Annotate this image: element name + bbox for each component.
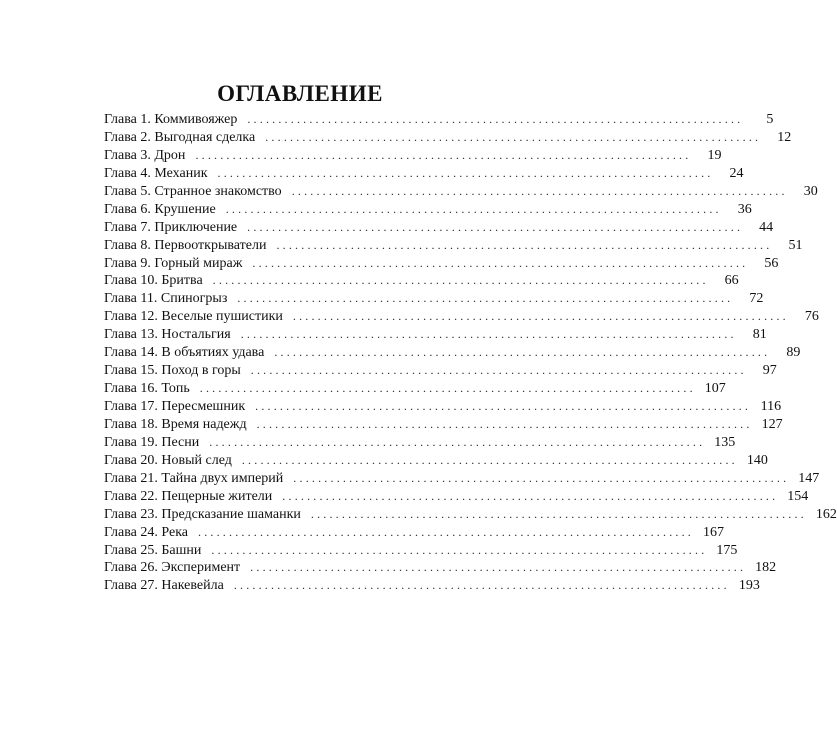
toc-dot-leader: ................................................................................ [211, 542, 708, 557]
page-title: ОГЛАВЛЕНИЕ [217, 81, 383, 107]
toc-chapter-title: Глава 19. Песни [104, 434, 200, 450]
toc-entry [104, 559, 777, 577]
toc-dot-leader: ................................................................................ [198, 524, 694, 539]
toc-page-number: 36 [737, 201, 752, 217]
toc-dot-leader: ................................................................................ [233, 578, 730, 593]
toc-page-number: 56 [764, 255, 779, 271]
toc-chapter-title: Глава 1. Коммивояжер [104, 112, 238, 127]
toc-dot-leader: ................................................................................ [217, 165, 714, 180]
toc-dot-leader: ................................................................................ [237, 291, 734, 306]
toc-chapter-title: Глава 4. Механик [104, 165, 208, 181]
toc-entry [104, 470, 820, 488]
toc-dot-leader: ................................................................................ [212, 273, 709, 288]
toc-dot-leader: ................................................................................ [282, 488, 779, 503]
toc-chapter-title: Глава 15. Поход в горы [104, 363, 241, 379]
toc-page-number: 162 [815, 506, 837, 522]
toc-entry [104, 398, 782, 416]
toc-entry [104, 326, 767, 344]
toc-entry [104, 416, 783, 434]
toc-page-number: 175 [716, 542, 738, 558]
toc-chapter-title: Глава 24. Река [104, 524, 188, 540]
toc-page-number: 167 [703, 524, 724, 540]
toc-entry [104, 111, 774, 129]
toc-page-number: 97 [762, 363, 777, 379]
toc-dot-leader: ................................................................................ [240, 327, 737, 342]
toc-chapter-title: Глава 27. Накевейла [104, 578, 224, 594]
toc-page-number: 30 [803, 183, 818, 199]
toc-entry [104, 506, 837, 524]
toc-chapter-title: Глава 17. Пересмешник [104, 399, 246, 414]
toc-dot-leader: ................................................................................ [252, 255, 749, 270]
toc-dot-leader: ................................................................................ [209, 434, 706, 449]
toc-entry [104, 129, 792, 147]
toc-dot-leader: ................................................................................ [247, 219, 744, 234]
toc-dot-leader: ................................................................................ [291, 183, 788, 198]
toc-page-number: 182 [755, 560, 777, 576]
toc-entry [104, 165, 744, 183]
toc-entry [104, 308, 819, 326]
toc-dot-leader: ................................................................................ [225, 201, 722, 216]
toc-entry [104, 542, 738, 560]
toc-page-number: 193 [738, 578, 760, 594]
toc-page-number: 89 [786, 345, 801, 361]
toc-chapter-title: Глава 25. Башни [104, 542, 202, 558]
toc-page-number: 51 [788, 237, 803, 253]
toc-dot-leader: ................................................................................ [293, 470, 790, 485]
toc-chapter-title: Глава 3. Дрон [104, 147, 186, 163]
toc-dot-leader: ................................................................................ [247, 112, 744, 126]
toc-entry [104, 577, 760, 595]
toc-page-number: 147 [798, 470, 820, 486]
toc-chapter-title: Глава 23. Предсказание шаманки [104, 506, 301, 522]
toc-page-number: 24 [729, 165, 744, 181]
toc-chapter-title: Глава 21. Тайна двух империй [104, 470, 284, 486]
toc-page-number: 12 [777, 129, 792, 145]
toc-page-number: 127 [761, 416, 783, 432]
toc-entry [104, 219, 774, 237]
toc-entry [104, 183, 818, 201]
toc-chapter-title: Глава 26. Эксперимент [104, 560, 241, 576]
toc-chapter-title: Глава 11. Спиногрыз [104, 291, 228, 307]
toc-entry [104, 434, 736, 452]
toc-chapter-title: Глава 7. Приключение [104, 219, 238, 235]
toc-dot-leader: ................................................................................ [274, 345, 771, 360]
toc-page-number: 81 [752, 327, 767, 343]
toc-entry [104, 524, 724, 542]
toc-entry [104, 201, 752, 219]
toc-entry [104, 362, 777, 380]
toc-chapter-title: Глава 16. Топь [104, 381, 190, 397]
toc-chapter-title: Глава 20. Новый след [104, 452, 232, 468]
toc-chapter-title: Глава 14. В объятиях удава [104, 345, 265, 361]
toc-page-number: 107 [704, 381, 726, 397]
toc-page-number: 19 [707, 147, 722, 163]
toc-page-number: 154 [787, 488, 809, 504]
toc-chapter-title: Глава 13. Ностальгия [104, 327, 231, 343]
toc-entry [104, 380, 726, 398]
toc-entry [104, 237, 803, 255]
toc-dot-leader: ................................................................................ [255, 399, 752, 413]
toc-chapter-title: Глава 9. Горный мираж [104, 255, 243, 271]
toc-dot-leader: ................................................................................ [256, 416, 753, 431]
toc-page-number: 135 [714, 434, 736, 450]
toc-dot-leader: ................................................................................ [292, 309, 789, 324]
toc-page-number: 5 [766, 112, 774, 127]
toc-chapter-title: Глава 5. Странное знакомство [104, 183, 282, 199]
toc-page-number: 140 [746, 452, 768, 468]
toc-chapter-title: Глава 22. Пещерные жители [104, 488, 273, 504]
toc-entry [104, 272, 739, 290]
toc-chapter-title: Глава 2. Выгодная сделка [104, 129, 256, 145]
toc-dot-leader: ................................................................................ [250, 363, 747, 378]
toc-entry [104, 452, 768, 470]
toc-dot-leader: ................................................................................ [195, 147, 692, 162]
toc-dot-leader: ................................................................................ [199, 381, 696, 396]
toc-chapter-title: Глава 12. Веселые пушистики [104, 309, 283, 325]
toc-dot-leader: ................................................................................ [250, 560, 747, 575]
toc-page-number: 44 [759, 219, 774, 235]
toc-page-number: 76 [804, 309, 819, 325]
toc-entry [104, 488, 809, 506]
toc-dot-leader: ................................................................................ [310, 506, 807, 521]
toc-chapter-title: Глава 18. Время надежд [104, 416, 247, 432]
toc-chapter-title: Глава 6. Крушение [104, 201, 216, 217]
table-of-contents [104, 111, 837, 595]
toc-page-number: 66 [724, 273, 739, 289]
toc-chapter-title: Глава 8. Первооткрыватели [104, 237, 267, 253]
toc-entry [104, 344, 801, 362]
toc-dot-leader: ................................................................................ [265, 129, 762, 144]
toc-chapter-title: Глава 10. Бритва [104, 273, 203, 289]
toc-entry [104, 255, 779, 273]
toc-dot-leader: ................................................................................ [276, 237, 773, 252]
toc-page-number: 72 [749, 291, 764, 307]
toc-entry [104, 290, 764, 308]
toc-entry [104, 147, 722, 165]
toc-dot-leader: ................................................................................ [241, 452, 738, 467]
toc-page-number: 116 [760, 399, 782, 414]
